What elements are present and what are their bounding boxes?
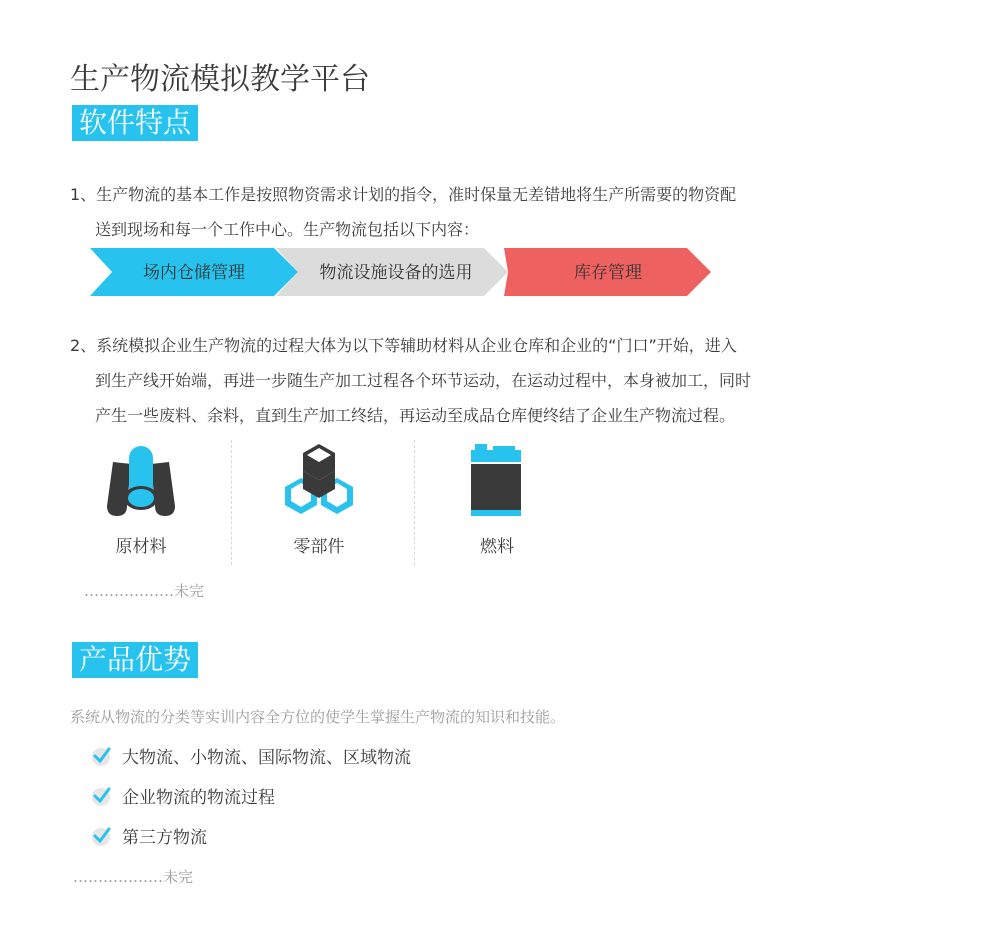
feature-item-2-line-2: 到生产线开始端，再进一步随生产加工过程各个环节运动，在运动过程中，本身被加工，同时 — [95, 371, 752, 390]
advantages-description: 系统从物流的分类等实训内容全方位的使学生掌握生产物流的知识和技能。 — [70, 708, 566, 726]
advantage-item-label: 第三方物流 — [122, 828, 207, 848]
step-label-3: 库存管理 — [574, 263, 642, 283]
divider — [231, 440, 232, 565]
features-more-text: ………………未完 — [84, 582, 205, 600]
check-icon — [90, 785, 112, 807]
material-parts-label: 零部件 — [293, 537, 345, 557]
material-raw — [66, 440, 216, 557]
feature-item-1-line-2: 送到现场和每一个工作中心。生产物流包括以下内容： — [95, 220, 480, 239]
advantage-item-2 — [90, 783, 275, 808]
advantages-more-text: ………………未完 — [73, 868, 194, 886]
material-raw-label: 原材料 — [115, 537, 167, 557]
step-label-1: 场内仓储管理 — [143, 263, 245, 283]
material-fuel-label: 燃料 — [480, 537, 514, 557]
page-title: 生产物流模拟教学平台 — [70, 62, 370, 97]
feature-item-1-line-1: 1、生产物流的基本工作是按照物资需求计划的指令，准时保量无差错地将生产所需要的物资配 — [70, 185, 737, 204]
advantage-item-label: 企业物流的物流过程 — [122, 788, 275, 808]
advantage-item-3 — [90, 823, 207, 848]
step-label-2: 物流设施设备的选用 — [319, 263, 473, 283]
pipes-icon — [105, 440, 177, 520]
advantage-item-label: 大物流、小物流、国际物流、区域物流 — [122, 748, 411, 768]
check-icon — [90, 745, 112, 767]
material-fuel — [422, 440, 572, 557]
cubes-icon — [279, 440, 359, 520]
feature-item-2-line-1: 2、系统模拟企业生产物流的过程大体为以下等辅助材料从企业仓库和企业的“门口”开始，进入 — [70, 336, 737, 355]
advantages-heading: 产品优势 — [72, 642, 198, 678]
material-parts — [244, 440, 394, 557]
divider — [414, 440, 415, 565]
advantage-item-1 — [90, 743, 411, 768]
process-arrows — [90, 248, 715, 296]
fuel-can-icon — [467, 440, 527, 520]
features-heading: 软件特点 — [72, 105, 198, 141]
check-icon — [90, 825, 112, 847]
feature-item-2-line-3: 产生一些废料、余料，直到生产加工终结，再运动至成品仓库便终结了企业生产物流过程。 — [95, 406, 736, 425]
